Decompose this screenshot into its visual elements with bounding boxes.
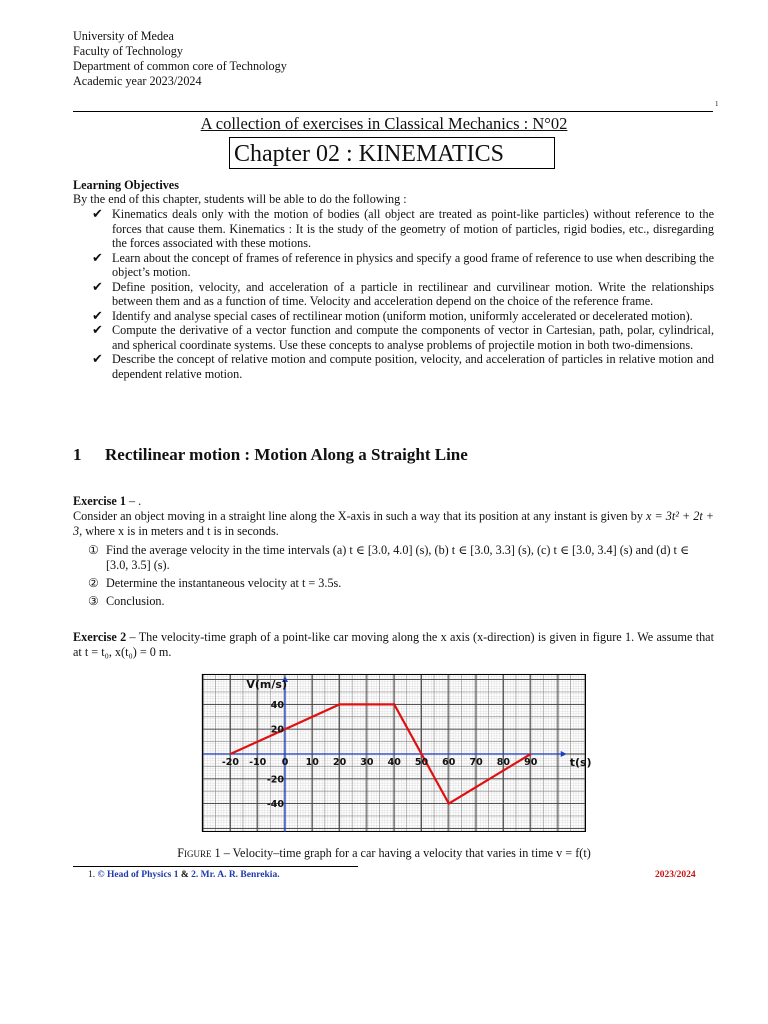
check-icon: ✔: [92, 322, 103, 337]
x-tick-label: 80: [496, 757, 511, 768]
objective-item: ✔ Identify and analyse special cases of rectilinear motion (uniform motion, uniformly accelerated or decelerated motion).: [92, 307, 693, 323]
exercise-1-label: Exercise 1: [73, 494, 126, 508]
check-icon: ✔: [92, 249, 103, 265]
chapter-title: Chapter 02 : KINEMATICS: [229, 137, 555, 169]
header-department: Department of common core of Technology: [73, 59, 287, 73]
header-faculty: Faculty of Technology: [73, 44, 183, 58]
section-number: 1: [73, 445, 82, 464]
exercise-1-questions: [88, 543, 714, 612]
objective-item: ✔ Kinematics deals only with the motion of bodies (all object are treated as point-like particles) without reference to the forces that cause them. Kinematics : It is the study of the geometry of motion of particles, rigid bodies, etc., disregarding the forces associated with these motions.: [92, 206, 714, 250]
question-item: ② Determine the instantaneous velocity at t = 3.5s.: [88, 575, 342, 590]
footnote-copyright: © Head of Physics 1: [97, 870, 179, 880]
y-tick-label: 20: [270, 724, 284, 736]
x-tick-label: 60: [442, 757, 456, 768]
x-tick-label: 30: [360, 757, 374, 768]
x-tick-label: -10: [249, 757, 267, 768]
x-tick-label: 10: [305, 757, 319, 768]
exercise-1: Exercise 1 – . Consider an object moving in a straight line along the X-axis in such a way that its position at any instant is given by x = 3t² + 2t + 3, where x is in meters and t is in seconds.: [73, 494, 715, 538]
x-tick-label: -20: [221, 757, 239, 768]
footer-year: 2023/2024: [655, 870, 696, 880]
check-icon: ✔: [92, 206, 103, 221]
institution-header: [73, 29, 287, 89]
x-tick-label: 70: [469, 757, 483, 768]
exercise-1-equation: x = 3t² + 2t + 3: [73, 509, 715, 538]
objective-item: ✔ Describe the concept of relative motion and compute position, velocity, and acceleration of particles in relative motion and dependent relative motion.: [92, 351, 714, 381]
x-tick-label: 90: [524, 757, 538, 768]
section-heading: [73, 445, 468, 465]
velocity-time-chart: [202, 674, 592, 832]
check-icon: ✔: [92, 351, 103, 366]
y-tick-label: 40: [270, 699, 284, 711]
footnote: 1. © Head of Physics 1 & 2. Mr. A. R. Benrekia.: [88, 870, 280, 880]
header-academic-year: Academic year 2023/2024: [73, 74, 202, 88]
exercise-2-label: Exercise 2: [73, 630, 127, 644]
objective-item: ✔ Compute the derivative of a vector function and compute the components of vector in Cartesian, path, polar, cylindrical, and spherical coordinate systems. Use these concepts to analyse problems of projectile motion in both two-dimensions.: [92, 322, 714, 352]
section-title: Rectilinear motion : Motion Along a Straight Line: [105, 445, 468, 464]
check-icon: ✔: [92, 278, 103, 294]
x-axis-label: t(s): [569, 756, 592, 769]
x-tick-label: 0: [281, 757, 289, 768]
x-tick-label: 20: [332, 757, 347, 768]
page-number: 1: [715, 100, 719, 108]
collection-title: A collection of exercises in Classical Mechanics : N°02: [200, 114, 568, 133]
objective-item: ✔ Define position, velocity, and acceleration of a particle in rectilinear and curvilinear motion. Write the relationships between them and as a function of time. Velocity and acceleration depend on the choice of the reference frame.: [92, 278, 714, 308]
y-tick-label: -20: [266, 774, 284, 786]
objective-item: ✔ Learn about the concept of frames of reference in physics and specify a good frame of reference to use when describing the object’s motion.: [92, 249, 714, 279]
header-rule: [73, 111, 713, 112]
figure-caption: Figure 1 – Velocity–time graph for a car having a velocity that varies in time v = f(t): [177, 846, 591, 860]
x-axis-arrow: [561, 751, 567, 757]
header-university: University of Medea: [73, 29, 174, 43]
question-item: ③ Conclusion.: [88, 593, 165, 608]
footnote-author: 2. Mr. A. R. Benrekia.: [191, 870, 280, 880]
question-item: ① Find the average velocity in the time intervals (a) t ∈ [3.0, 4.0] (s), (b) t ∈ [3.0, 3.3] (s), (c) t ∈ [3.0, 3.4] (s) and (d) t ∈ [3.0, 3.5] (s).: [88, 543, 690, 572]
y-tick-label: -40: [266, 799, 284, 811]
y-axis-label: V(m/s): [246, 678, 287, 691]
check-icon: ✔: [92, 307, 103, 323]
learning-objectives-list: [92, 207, 714, 381]
exercise-2: Exercise 2 – The velocity-time graph of a point-like car moving along the x axis (x-direction) is given in figure 1. We assume that at t = t₀, x(t₀) = 0 m.: [73, 630, 714, 659]
learning-objectives-heading: Learning Objectives: [73, 178, 179, 192]
learning-objectives-intro: By the end of this chapter, students will be able to do the following :: [73, 192, 407, 206]
x-tick-label: 50: [414, 757, 429, 768]
x-tick-label: 40: [387, 757, 401, 768]
footnote-rule: [73, 866, 358, 867]
